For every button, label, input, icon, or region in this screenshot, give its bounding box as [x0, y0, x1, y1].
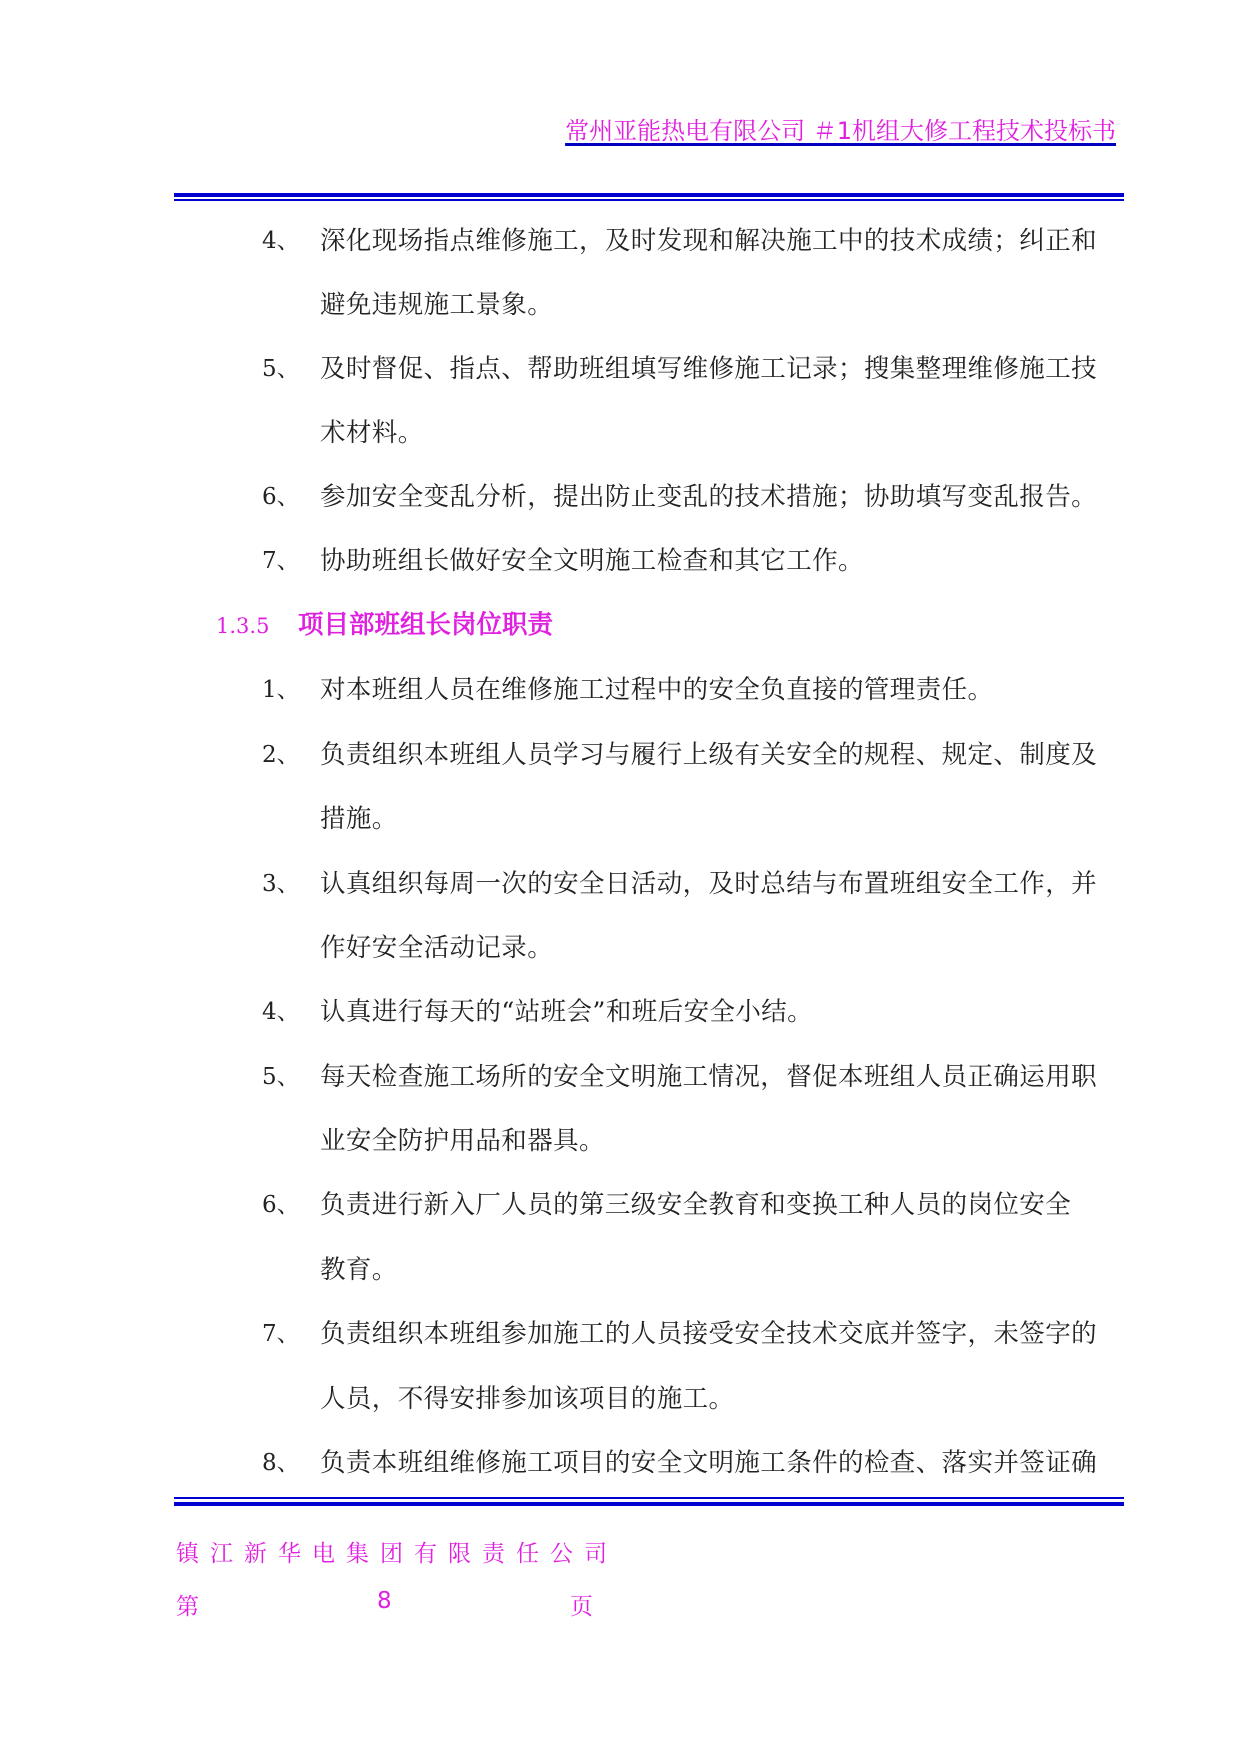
header-rule-thin: [174, 199, 1124, 201]
footer-page-number: 8: [377, 1588, 392, 1614]
list-item-number: 1、: [262, 677, 300, 703]
list-item-text-continued: 术材料。: [320, 418, 424, 448]
footer-page-suffix: 页: [570, 1594, 593, 1620]
footer-page-prefix: 第: [176, 1594, 199, 1620]
list-item-text-continued: 人员，不得安排参加该项目的施工。: [320, 1384, 735, 1414]
list-item-text: 负责组织本班组参加施工的人员接受安全技术交底并签字，未签字的: [320, 1319, 1098, 1349]
list-item-text: 深化现场指点维修施工，及时发现和解决施工中的技术成绩；纠正和: [320, 226, 1098, 256]
list-item-number: 8、: [262, 1450, 300, 1476]
list-item-text: 负责进行新入厂人员的第三级安全教育和变换工种人员的岗位安全: [320, 1190, 1072, 1220]
list-item-number: 7、: [262, 1321, 300, 1347]
list-item-number: 6、: [262, 1192, 300, 1218]
list-item-text: 参加安全变乱分析，提出防止变乱的技术措施；协助填写变乱报告。: [320, 482, 1098, 512]
list-item-number: 2、: [262, 742, 300, 768]
list-item-text-continued: 作好安全活动记录。: [320, 933, 554, 963]
section-number: 1.3.5: [216, 614, 270, 638]
footer-rule-thick: [174, 1502, 1124, 1506]
list-item-text: 及时督促、指点、帮助班组填写维修施工记录；搜集整理维修施工技: [320, 354, 1098, 384]
list-item-number: 4、: [262, 999, 300, 1025]
list-item-text: 对本班组人员在维修施工过程中的安全负直接的管理责任。: [320, 675, 994, 705]
header-title: 常州亚能热电有限公司 ＃1机组大修工程技术投标书: [565, 117, 1116, 145]
list-item-number: 6、: [262, 484, 300, 510]
list-item-text-continued: 教育。: [320, 1255, 398, 1285]
list-item-text: 认真进行每天的“站班会”和班后安全小结。: [320, 997, 814, 1027]
list-item-text-continued: 措施。: [320, 804, 398, 834]
list-item-text: 协助班组长做好安全文明施工检查和其它工作。: [320, 546, 864, 576]
list-item-text: 每天检查施工场所的安全文明施工情况，督促本班组人员正确运用职: [320, 1062, 1098, 1092]
section-title: 项目部班组长岗位职责: [298, 610, 554, 640]
list-item-text: 负责本班组维修施工项目的安全文明施工条件的检查、落实并签证确: [320, 1448, 1098, 1478]
list-item-number: 5、: [262, 356, 300, 382]
list-item-number: 7、: [262, 548, 300, 574]
list-item-number: 3、: [262, 871, 300, 897]
list-item-text-continued: 避免违规施工景象。: [320, 290, 554, 320]
list-item-text: 负责组织本班组人员学习与履行上级有关安全的规程、规定、制度及: [320, 740, 1098, 770]
header-rule-thick: [174, 193, 1124, 197]
footer-rule-thin: [174, 1497, 1124, 1499]
list-item-number: 4、: [262, 228, 300, 254]
list-item-number: 5、: [262, 1064, 300, 1090]
list-item-text: 认真组织每周一次的安全日活动，及时总结与布置班组安全工作，并: [320, 869, 1098, 899]
list-item-text-continued: 业安全防护用品和器具。: [320, 1126, 605, 1156]
footer-company-name: 镇江新华电集团有限责任公司: [176, 1541, 618, 1567]
